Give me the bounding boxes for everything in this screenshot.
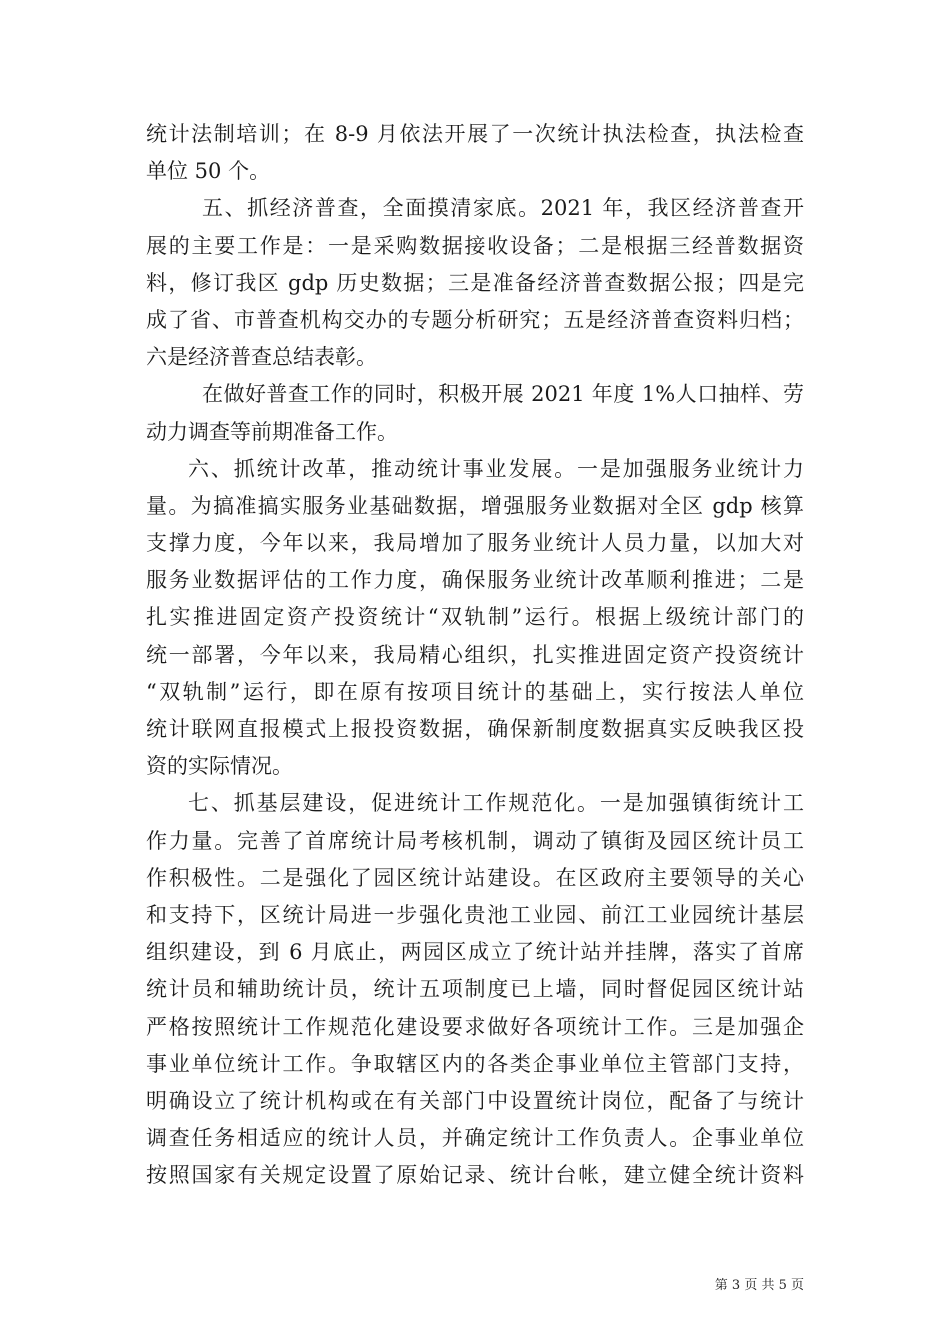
text-line: 五、抓经济普查，全面摸清家底。2021 年，我区经济普查开 bbox=[202, 196, 804, 221]
text-line: 按照国家有关规定设置了原始记录、统计台帐，建立健全统计资料 bbox=[146, 1163, 804, 1188]
text-line: 展的主要工作是：一是采购数据接收设备；二是根据三经普数据资 bbox=[146, 233, 804, 258]
text-line: 资的实际情况。 bbox=[146, 754, 293, 779]
text-line: 调查任务相适应的统计人员，并确定统计工作负责人。企事业单位 bbox=[146, 1126, 804, 1151]
text-line: 料，修订我区 gdp 历史数据；三是准备经济普查数据公报；四是完 bbox=[146, 270, 804, 295]
text-line: 统计法制培训；在 8-9 月依法开展了一次统计执法检查，执法检查 bbox=[146, 122, 804, 146]
text-line: 扎实推进固定资产投资统计“双轨制”运行。根据上级统计部门的 bbox=[146, 605, 804, 630]
text-line: 事业单位统计工作。争取辖区内的各类企事业单位主管部门支持， bbox=[146, 1051, 804, 1076]
text-line: 六、抓统计改革，推动统计事业发展。一是加强服务业统计力 bbox=[188, 456, 804, 481]
text-line: 作力量。完善了首席统计局考核机制，调动了镇街及园区统计员工 bbox=[146, 828, 804, 853]
text-line: 在做好普查工作的同时，积极开展 2021 年度 1%人口抽样、劳 bbox=[202, 382, 804, 407]
text-line: 动力调查等前期准备工作。 bbox=[146, 419, 398, 444]
text-line: 和支持下，区统计局进一步强化贵池工业园、前江工业园统计基层 bbox=[146, 902, 804, 927]
text-line: 六是经济普查总结表彰。 bbox=[146, 345, 377, 370]
text-line: 量。为搞准搞实服务业基础数据，增强服务业数据对全区 gdp 核算 bbox=[146, 493, 804, 518]
text-line: 组织建设，到 6 月底止，两园区成立了统计站并挂牌，落实了首席 bbox=[146, 940, 804, 965]
document-body bbox=[146, 116, 804, 1194]
text-line: 成了省、市普查机构交办的专题分析研究；五是经济普查资料归档； bbox=[146, 307, 804, 332]
text-line: 服务业数据评估的工作力度，确保服务业统计改革顺利推进；二是 bbox=[146, 568, 804, 593]
text-line: “双轨制”运行，即在原有按项目统计的基础上，实行按法人单位 bbox=[146, 679, 804, 704]
text-line: 作积极性。二是强化了园区统计站建设。在区政府主要领导的关心 bbox=[146, 865, 804, 890]
text-line: 统计员和辅助统计员，统计五项制度已上墙，同时督促园区统计站 bbox=[146, 977, 804, 1002]
text-line: 明确设立了统计机构或在有关部门中设置统计岗位，配备了与统计 bbox=[146, 1088, 804, 1113]
page-number-footer: 第 3 页 共 5 页 bbox=[714, 1278, 804, 1293]
text-line: 统计联网直报模式上报投资数据，确保新制度数据真实反映我区投 bbox=[146, 717, 804, 741]
text-line: 严格按照统计工作规范化建设要求做好各项统计工作。三是加强企 bbox=[146, 1014, 804, 1039]
text-line: 统一部署，今年以来，我局精心组织，扎实推进固定资产投资统计 bbox=[146, 642, 804, 667]
text-line: 支撑力度，今年以来，我局增加了服务业统计人员力量，以加大对 bbox=[146, 531, 804, 556]
text-line: 单位 50 个。 bbox=[146, 159, 271, 184]
text-line: 七、抓基层建设，促进统计工作规范化。一是加强镇街统计工 bbox=[188, 791, 804, 816]
